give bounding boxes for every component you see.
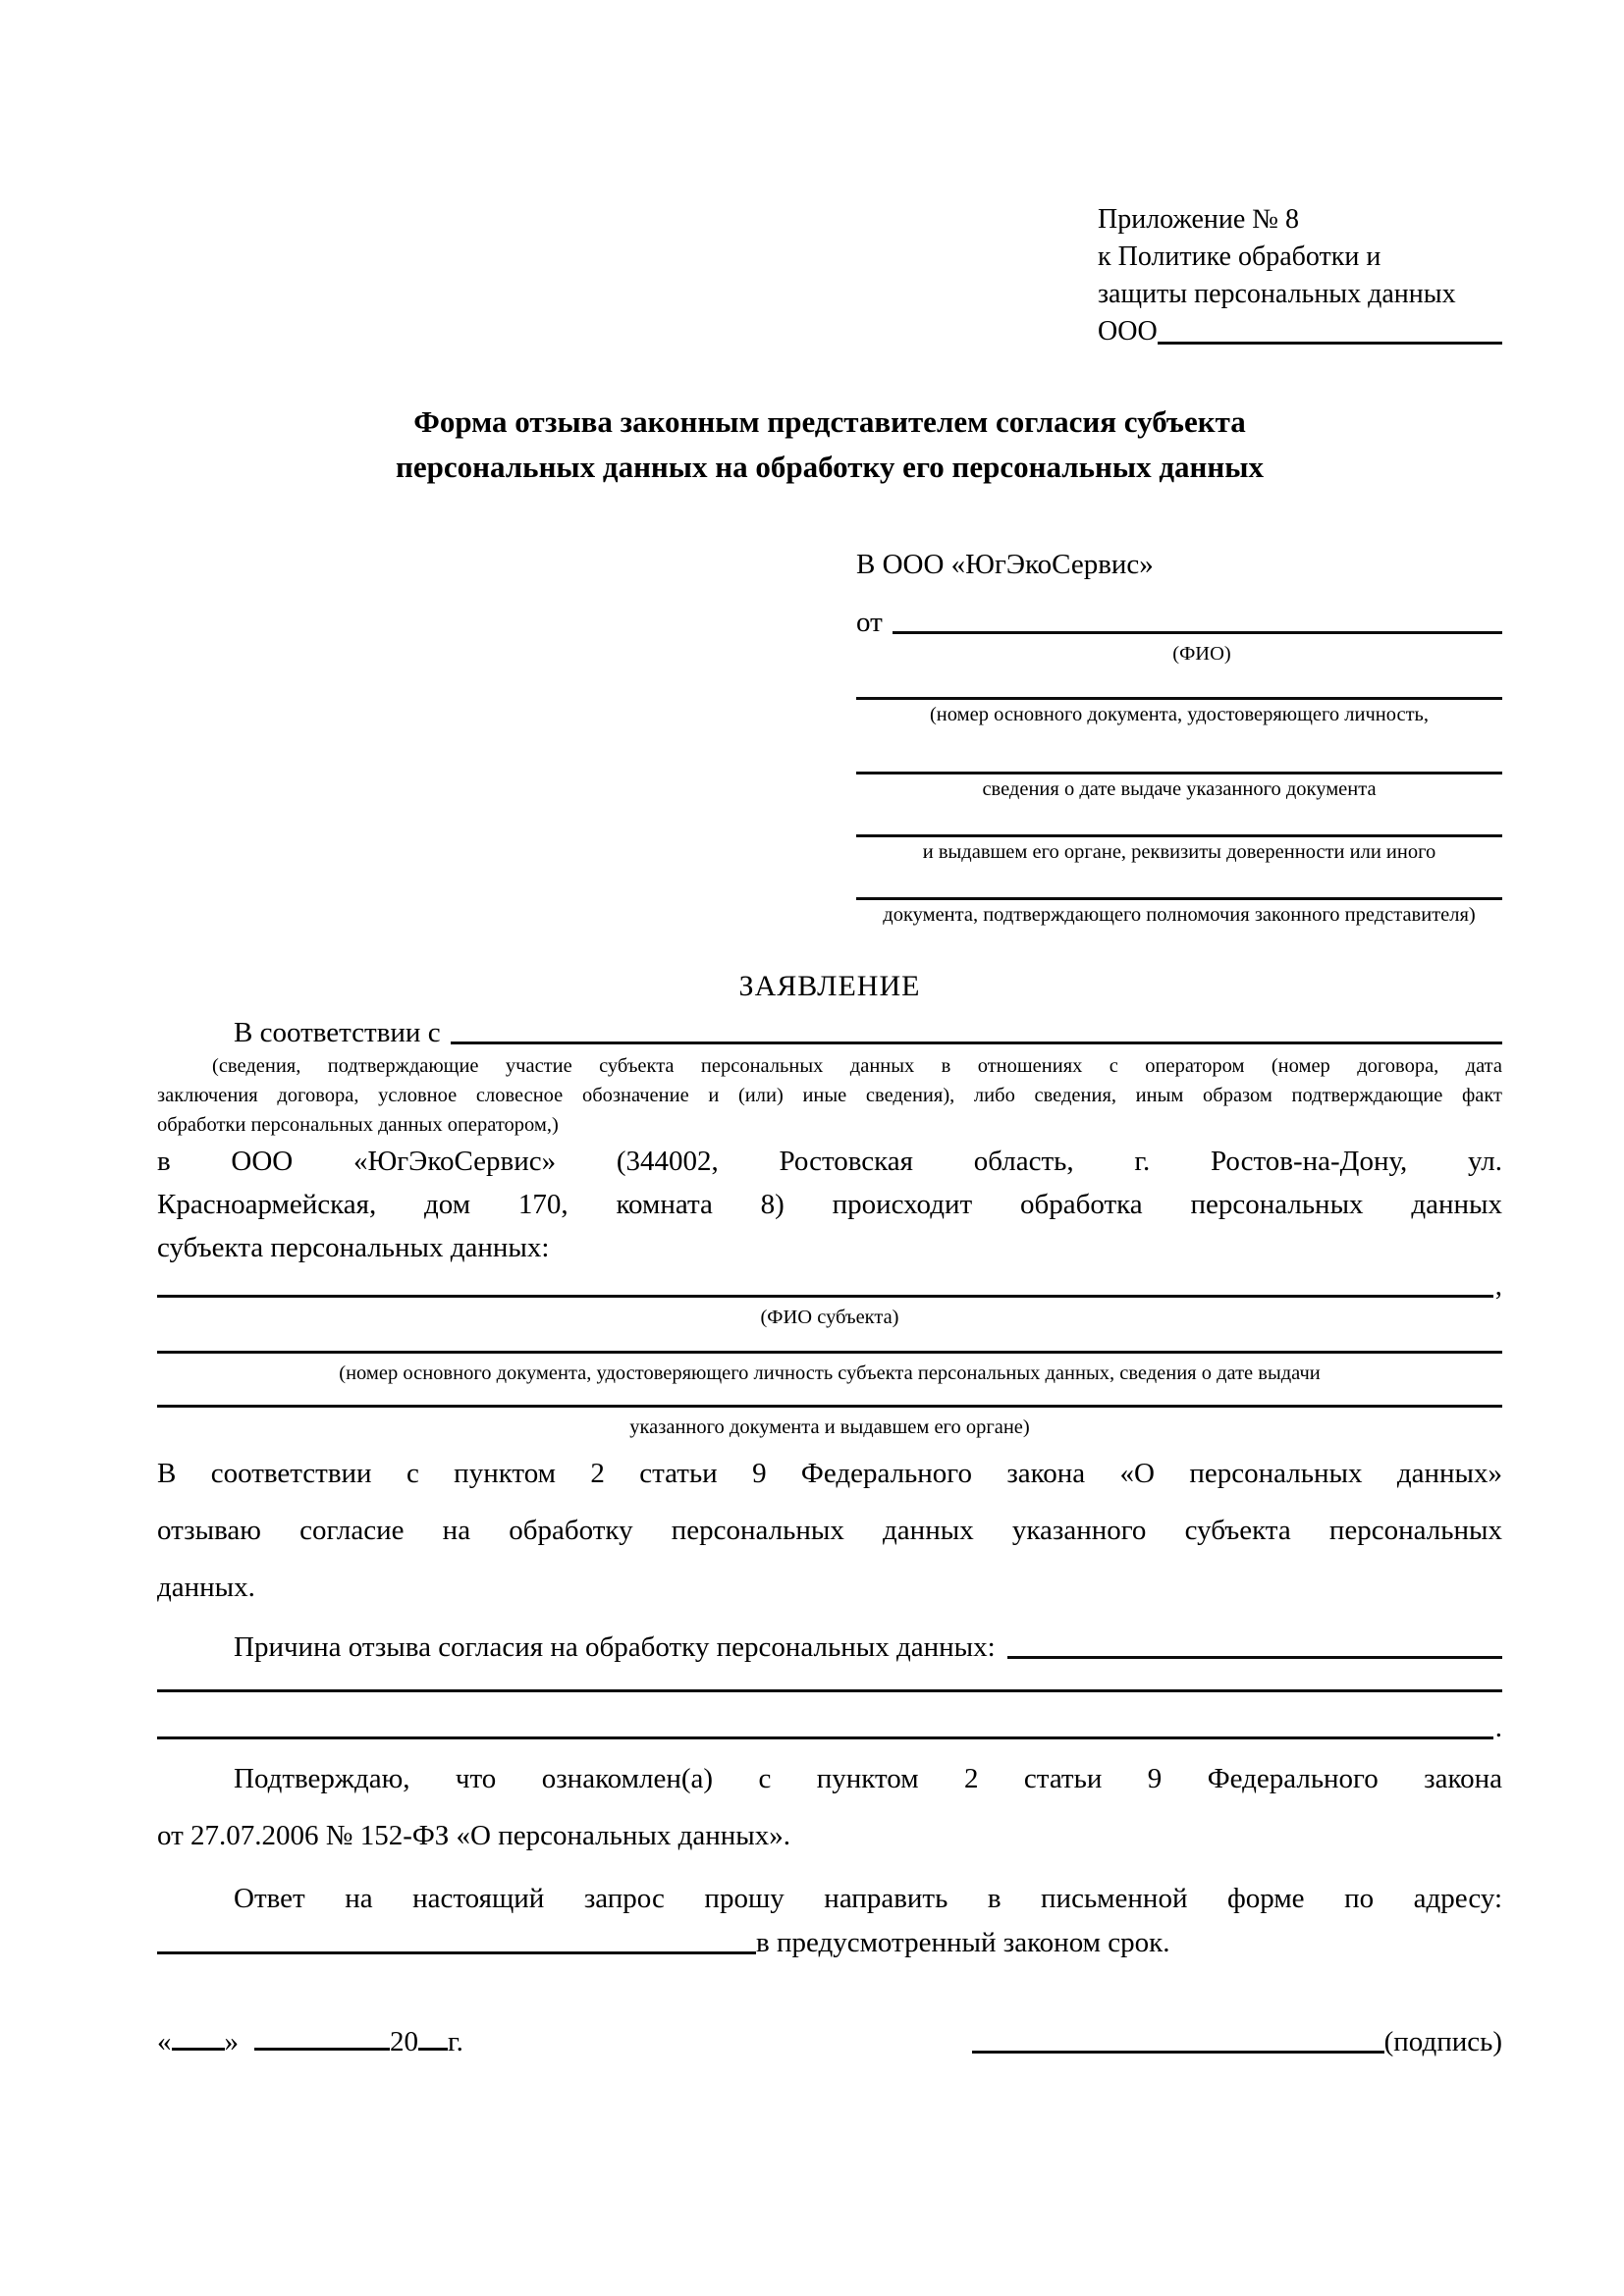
appendix-company-row <box>1098 313 1502 350</box>
month-blank-line <box>254 2044 390 2051</box>
confirmation-line-2: от 27.07.2006 № 152-ФЗ «О персональных данных». <box>157 1820 791 1851</box>
subject-doc-row-1 <box>157 1329 1502 1359</box>
year-suffix: г. <box>448 2026 463 2057</box>
withdrawal-paragraph <box>157 1445 1502 1616</box>
operator-paragraph <box>157 1140 1502 1269</box>
signature-caption: (подпись) <box>1383 2026 1502 2057</box>
close-quote: » <box>224 2026 239 2057</box>
appendix-line-1: Приложение № 8 <box>1098 204 1299 235</box>
fine-print-note <box>157 1051 1502 1140</box>
subject-doc-caption-2: указанного документа и выдавшем его органе) <box>629 1416 1030 1438</box>
reply-paragraph <box>157 1870 1502 1959</box>
subject-doc-blank-line-1 <box>157 1351 1502 1354</box>
addressee-to: В ООО «ЮгЭкоСервис» <box>856 549 1154 580</box>
reply-line-1: Ответ на настоящий запрос прошу направить в письменной форме по адресу: <box>234 1883 1502 1914</box>
document-title <box>157 400 1502 490</box>
fine-print-line-1: (сведения, подтверждающие участие субъекта персональных данных в отношениях с оператором (номер договора, дата <box>212 1055 1502 1077</box>
field-caption-4: документа, подтверждающего полномочия законного представителя) <box>883 904 1476 926</box>
confirmation-paragraph <box>157 1750 1502 1864</box>
withdrawal-line-3: данных. <box>157 1572 255 1603</box>
open-quote: « <box>157 2026 172 2057</box>
year-blank-line <box>418 2044 448 2051</box>
title-line-1: Форма отзыва законным представителем согласия субъекта <box>413 404 1246 439</box>
reply-address-blank-line <box>157 1951 756 1954</box>
reply-line-2-text: в предусмотренный законом срок. <box>756 1927 1170 1958</box>
subject-doc-row-2 <box>157 1385 1502 1413</box>
blank-line <box>856 864 1502 900</box>
representative-doc-field-1 <box>856 666 1502 726</box>
company-label: ООО <box>1098 316 1158 347</box>
representative-doc-field-2 <box>856 726 1502 801</box>
fine-print-line-2: заключения договора, условное словесное обозначение и (или) иные сведения), либо сведения, иным образом подтверждающие факт <box>157 1085 1502 1106</box>
accordance-row <box>157 1017 1502 1049</box>
subject-comma: , <box>1494 1270 1502 1302</box>
blank-line <box>856 666 1502 700</box>
operator-line-3: субъекта персональных данных: <box>157 1232 550 1263</box>
subject-fio-blank-line <box>157 1295 1493 1298</box>
subject-fio-caption: (ФИО субъекта) <box>760 1307 899 1328</box>
appendix-block <box>1098 201 1502 350</box>
subject-doc-blank-line-2 <box>157 1405 1502 1408</box>
fine-print-line-3: обработки персональных данных оператором,) <box>157 1114 559 1136</box>
confirmation-line-1: Подтверждаю, что ознакомлен(а) с пунктом 2 статьи 9 Федерального закона <box>234 1763 1502 1794</box>
signature-blank-line <box>972 2051 1384 2054</box>
subject-doc-caption-1: (номер основного документа, удостоверяющего личность субъекта персональных данных, сведения о дате выдачи <box>339 1362 1321 1384</box>
addressee-block <box>856 549 1502 927</box>
signature-footer <box>157 2026 1502 2058</box>
fio-caption: (ФИО) <box>1172 643 1231 665</box>
representative-doc-field-3 <box>856 801 1502 864</box>
period-tail: . <box>1494 1712 1502 1743</box>
reason-extra-row-1 <box>157 1664 1502 1697</box>
appendix-line-3: защиты персональных данных <box>1098 279 1456 309</box>
year-prefix: 20 <box>390 2026 418 2057</box>
reason-row <box>157 1631 1502 1664</box>
date-field <box>157 2026 463 2058</box>
reason-extra-blank-2 <box>157 1736 1493 1739</box>
withdrawal-line-2: отзываю согласие на обработку персональных данных указанного субъекта персональных <box>157 1515 1502 1546</box>
withdrawal-line-1: В соответствии с пунктом 2 статьи 9 Федерального закона «О персональных данных» <box>157 1458 1502 1489</box>
accordance-label: В соответствии с <box>234 1017 441 1048</box>
title-line-2: персональных данных на обработку его персональных данных <box>396 450 1264 484</box>
subject-fio-row <box>157 1269 1502 1303</box>
from-blank-line <box>893 631 1502 634</box>
reason-extra-row-2 <box>157 1697 1502 1744</box>
blank-line <box>856 726 1502 774</box>
from-row <box>856 607 1502 639</box>
statement-heading: ЗАЯВЛЕНИЕ <box>738 970 921 1002</box>
operator-line-2: Красноармейская, дом 170, комната 8) происходит обработка персональных данных <box>157 1189 1502 1220</box>
reason-extra-blank-1 <box>157 1689 1502 1692</box>
reply-address-row <box>157 1927 1502 1959</box>
blank-line <box>856 801 1502 837</box>
appendix-line-2: к Политике обработки и <box>1098 241 1381 272</box>
reason-label: Причина отзыва согласия на обработку персональных данных: <box>234 1631 996 1663</box>
accordance-blank-line <box>451 1041 1502 1044</box>
company-blank-line <box>1158 342 1502 345</box>
field-caption-2: сведения о дате выдаче указанного документа <box>982 778 1377 800</box>
from-label: от <box>856 607 883 638</box>
day-blank-line <box>172 2044 225 2051</box>
reason-blank-line <box>1007 1656 1502 1659</box>
signature-field <box>972 2026 1502 2058</box>
field-caption-3: и выдавшем его органе, реквизиты доверенности или иного <box>922 841 1436 863</box>
field-caption-1: (номер основного документа, удостоверяющего личность, <box>929 704 1430 725</box>
operator-line-1: в ООО «ЮгЭкоСервис» (344002, Ростовская область, г. Ростов-на-Дону, ул. <box>157 1146 1502 1177</box>
representative-doc-field-4 <box>856 864 1502 927</box>
